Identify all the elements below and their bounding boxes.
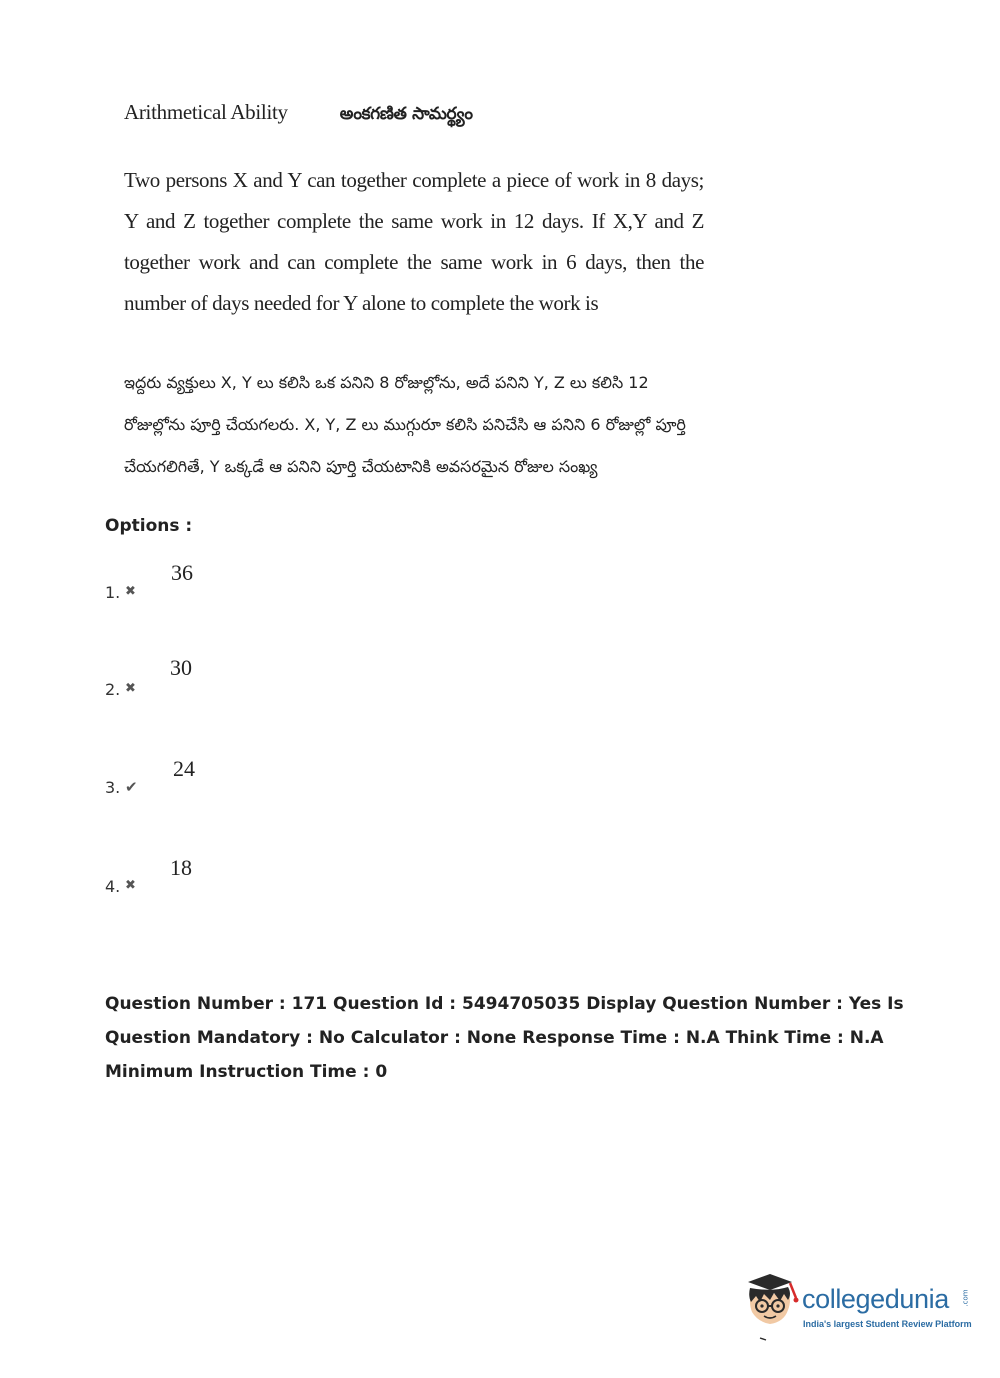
option-2 xyxy=(105,655,405,715)
option-number: 4. xyxy=(105,877,121,896)
section-heading xyxy=(124,100,473,128)
question-metadata: Question Number : 171 Question Id : 5494705035 Display Question Number : Yes Is Question Mandatory : No Calculator : None Response Time : N.A Think Time : N.A Minimum Instruction Time : 0 xyxy=(105,994,904,1082)
option-number: 1. xyxy=(105,583,121,602)
option-value: 24 xyxy=(173,756,195,781)
wrong-mark-icon: ✖ xyxy=(125,878,136,893)
collegedunia-logo xyxy=(742,1272,972,1344)
logo-tagline: India's largest Student Review Platform xyxy=(803,1319,972,1329)
options-label: Options : xyxy=(105,516,193,536)
mascot-icon xyxy=(742,1272,800,1344)
option-value: 18 xyxy=(170,855,192,880)
option-value: 36 xyxy=(171,560,193,585)
option-number: 2. xyxy=(105,680,121,699)
wrong-mark-icon: ✖ xyxy=(125,681,136,696)
section-title-te: అంకగణిత సామర్థ్యం xyxy=(339,104,473,124)
logo-name: collegedunia xyxy=(802,1284,949,1314)
option-value: 30 xyxy=(170,655,192,680)
option-4 xyxy=(105,855,405,915)
check-mark-icon: ✔ xyxy=(125,778,138,796)
option-1 xyxy=(105,560,405,620)
option-number: 3. xyxy=(105,778,121,797)
question-text-en: Two persons X and Y can together complete a piece of work in 8 days; Y and Z together complete the same work in 12 days. If X,Y and Z together work and can complete the same work in 6 days, then the number of days needed for Y alone to complete the work is xyxy=(124,168,704,315)
section-title-en: Arithmetical Ability xyxy=(124,100,288,124)
logo-suffix: .com xyxy=(961,1289,970,1307)
wrong-mark-icon: ✖ xyxy=(125,584,136,599)
question-text-te: ఇద్దరు వ్యక్తులు X, Y లు కలిసి ఒక పనిని 8 రోజుల్లోను, అదే పనిని Y, Z లు కలిసి 12 రోజుల్లోను పూర్తి చేయగలరు. X, Y, Z లు ముగ్గురూ కలిసి పనిచేసి ఆ పనిని 6 రోజుల్లో పూర్తి చేయగలిగితే, Y ఒక్కడే ఆ పనిని పూర్తి చేయటానికి అవసరమైన రోజుల సంఖ్య xyxy=(124,373,686,476)
option-3 xyxy=(105,756,405,816)
